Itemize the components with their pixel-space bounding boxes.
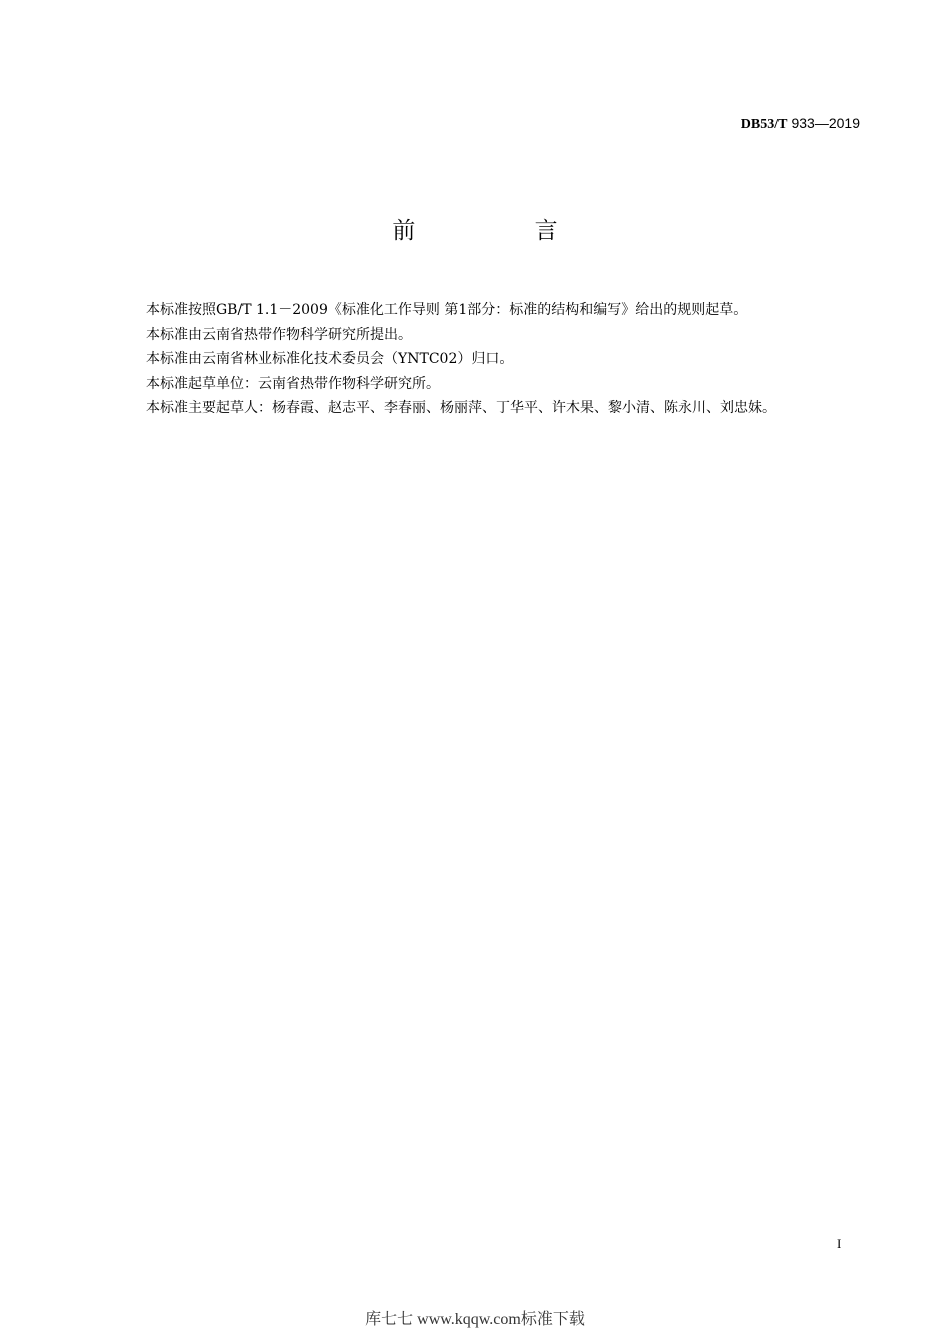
- foreword-body: [113, 298, 861, 421]
- watermark-text: 库七七 www.kqqw.com标准下载: [365, 1311, 585, 1328]
- paragraph-proposer: 本标准由云南省热带作物科学研究所提出。: [146, 326, 412, 343]
- paragraph-drafting-unit: 本标准起草单位：云南省热带作物科学研究所。: [146, 375, 440, 392]
- paragraph-drafting-rules: 本标准按照GB/T 1.1－2009《标准化工作导则 第1部分：标准的结构和编写》给出的规则起草。: [146, 302, 748, 318]
- paragraph-committee: 本标准由云南省林业标准化技术委员会（YNTC02）归口。: [146, 351, 514, 367]
- standard-code-prefix: DB53/T: [740, 117, 788, 132]
- page-title: 前 言: [392, 218, 614, 244]
- standard-code-number: 933—2019: [791, 115, 860, 131]
- page-number: I: [837, 1236, 842, 1251]
- paragraph-drafters: 本标准主要起草人：杨春霞、赵志平、李春丽、杨丽萍、丁华平、许木果、黎小清、陈永川、刘忠妹。: [146, 400, 776, 416]
- standard-code: [741, 115, 860, 133]
